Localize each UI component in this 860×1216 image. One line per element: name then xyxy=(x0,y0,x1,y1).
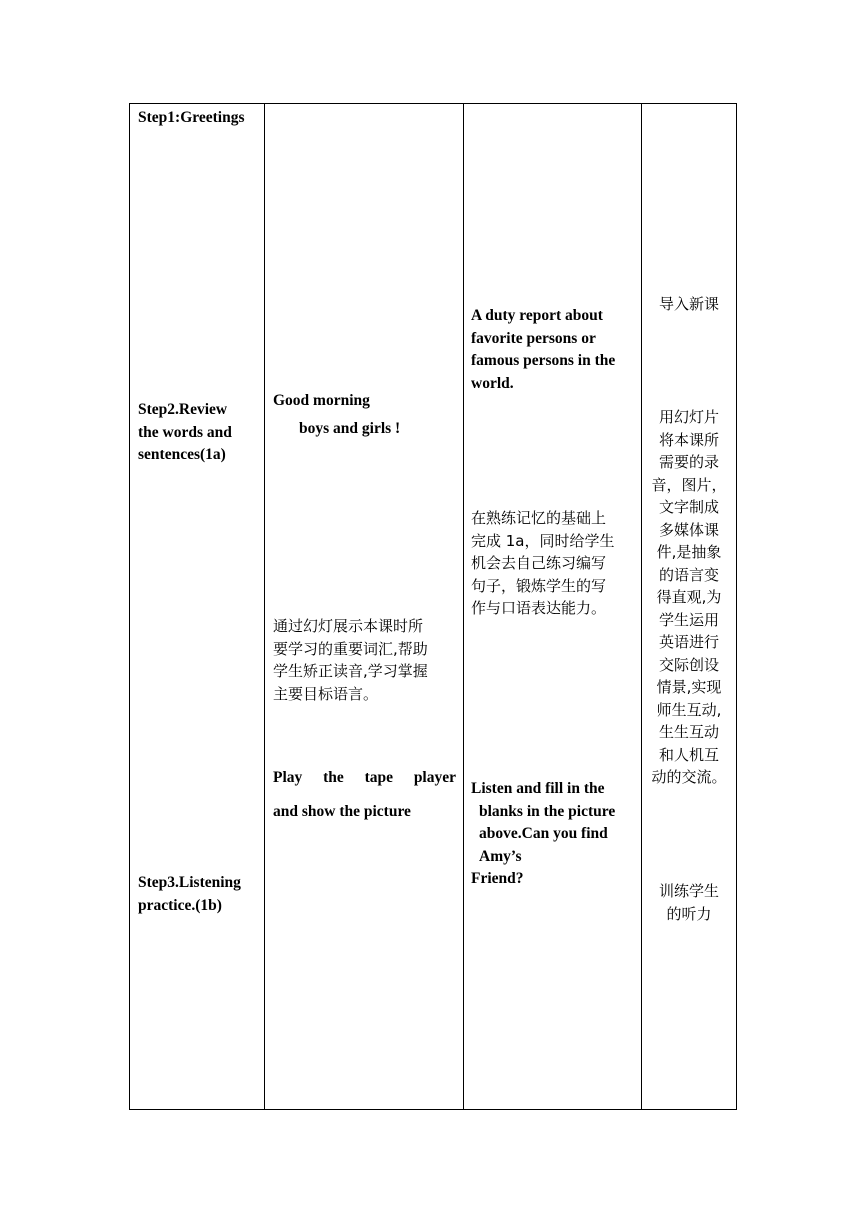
training-purpose: 训练学生 的听力 xyxy=(658,882,719,923)
purpose-description: 用幻灯片 将本课所 需要的录 音，图片， 文字制成 多媒体课 件,是抽象 的语言变 得直观,为 学生运用 英语进行 交际创设 情景,实现 师生互动, 生生互动 和人机互 动的交流。 xyxy=(651,408,727,786)
listening-task-text: Listen and fill in the blanks in the picture above.Can you find Amy’s Friend? xyxy=(471,780,616,887)
step3-label: Step3.Listening practice.(1b) xyxy=(138,874,241,914)
greeting-line-1: Good morning xyxy=(273,392,370,409)
play-tape-line-1: Play the tape player xyxy=(273,769,456,786)
step2-label: Step2.Review the words and sentences(1a) xyxy=(138,401,232,463)
task-description: 在熟练记忆的基础上 完成 1a，同时给学生 机会去自己练习编写 句子，锻炼学生的写 作与口语表达能力。 xyxy=(471,509,615,617)
intro-label: 导入新课 xyxy=(658,295,719,313)
greeting-line-2: boys and girls ! xyxy=(299,420,401,437)
column-divider xyxy=(463,104,464,1109)
teacher-description: 通过幻灯展示本课时所 要学习的重要词汇,帮助 学生矫正读音,学习掌握 主要目标语言。 xyxy=(273,617,428,703)
step1-label: Step1:Greetings xyxy=(138,109,245,126)
play-tape-line-2: and show the picture xyxy=(273,803,411,820)
column-divider xyxy=(264,104,265,1109)
duty-report-text: A duty report about favorite persons or famous persons in the world. xyxy=(471,307,616,392)
lesson-plan-table xyxy=(129,103,737,1110)
